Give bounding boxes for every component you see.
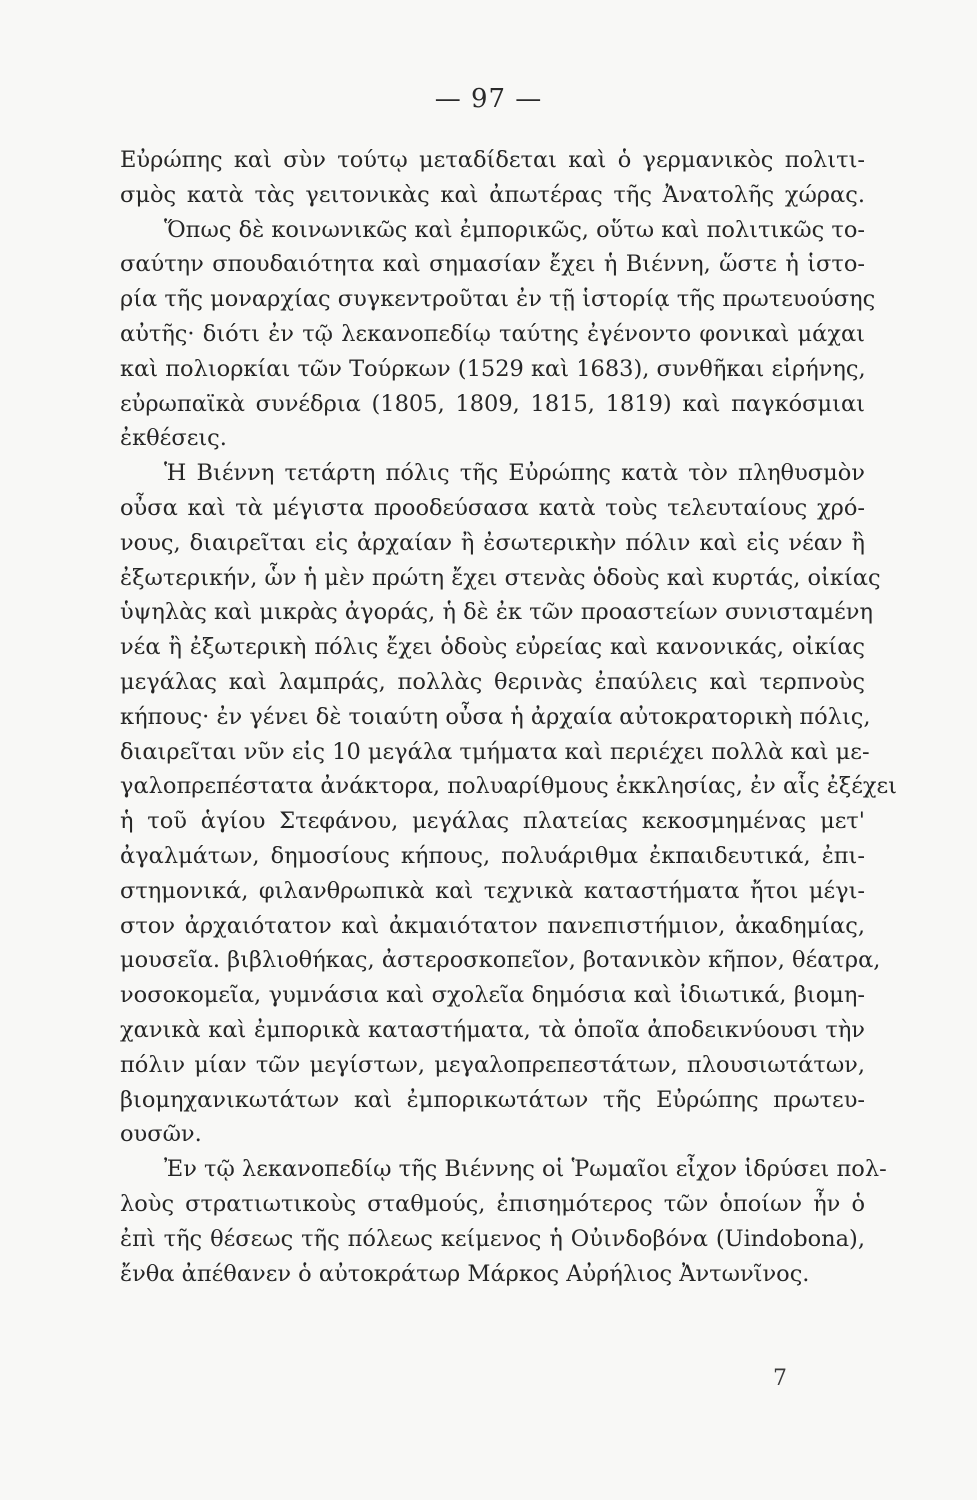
text-line: πόλιν μίαν τῶν μεγίστων, μεγαλοπρεπεστάτων, πλουσιωτάτων, [120,1051,865,1078]
text-line: ἐκθέσεις. [120,425,227,452]
text-line: οὖσα καὶ τὰ μέγιστα προοδεύσασα κατὰ τοὺς τελευταίους χρό- [120,494,865,521]
text-line: Ἐν τῷ λεκανοπεδίῳ τῆς Βιέννης οἱ Ῥωμαῖοι εἶχον ἱδρύσει πολ- [164,1156,887,1183]
text-line: γαλοπρεπέστατα ἀνάκτορα, πολυαρίθμους ἐκκλησίας, ἐν αἷς ἐξέχει [120,773,897,800]
text-line: μεγάλας καὶ λαμπράς, πολλὰς θερινὰς ἐπαύλεις καὶ τερπνοὺς [120,668,865,695]
text-line: διαιρεῖται νῦν εἰς 10 μεγάλα τμήματα καὶ περιέχει πολλὰ καὶ με- [120,738,870,765]
text-line: αὐτῆς· διότι ἐν τῷ λεκανοπεδίῳ ταύτης ἐγένοντο φονικαὶ μάχαι [120,320,865,347]
text-line: Ἡ Βιέννη τετάρτη πόλις τῆς Εὐρώπης κατὰ τὸν πληθυσμὸν [164,460,865,487]
text-line: Ὅπως δὲ κοινωνικῶς καὶ ἐμπορικῶς, οὕτω καὶ πολιτικῶς το- [164,216,865,243]
text-line: ρία τῆς μοναρχίας συγκεντροῦται ἐν τῇ ἱστορίᾳ τῆς πρωτευούσης [120,286,876,313]
text-line: βιομηχανικωτάτων καὶ ἐμπορικωτάτων τῆς Εὐρώπης πρωτευ- [120,1086,865,1113]
text-line: στημονικά, φιλανθρωπικὰ καὶ τεχνικὰ καταστήματα ἤτοι μέγι- [120,877,865,904]
text-line: ἡ τοῦ ἁγίου Στεφάνου, μεγάλας πλατείας κεκοσμημένας μετ' [120,808,865,835]
text-line: ουσῶν. [120,1121,202,1148]
text-line: ἔνθα ἀπέθανεν ὁ αὐτοκράτωρ Μάρκος Αὐρήλιος Ἀντωνῖνος. [120,1260,810,1287]
text-line: στον ἀρχαιότατον καὶ ἀκμαιότατον πανεπιστήμιον, ἀκαδημίας, [120,912,865,939]
body-text [120,143,897,1291]
text-line: κήπους· ἐν γένει δὲ τοιαύτη οὖσα ἡ ἀρχαία αὐτοκρατορικὴ πόλις, [120,703,871,730]
text-line: μουσεῖα. βιβλιοθήκας, ἀστεροσκοπεῖον, βοτανικὸν κῆπον, θέατρα, [120,947,881,974]
text-line: λοὺς στρατιωτικοὺς σταθμούς, ἐπισημότερος τῶν ὁποίων ἦν ὁ [120,1190,865,1217]
text-line: Εὐρώπης καὶ σὺν τούτῳ μεταδίδεται καὶ ὁ γερμανικὸς πολιτι- [120,147,865,173]
text-line: ἐπὶ τῆς θέσεως τῆς πόλεως κείμενος ἡ Οὐινδοβόνα (Uindobona), [120,1225,865,1252]
text-line: καὶ πολιορκίαι τῶν Τούρκων (1529 καὶ 1683), συνθῆκαι εἰρήνης, [120,355,866,382]
text-line: ἐξωτερικήν, ὧν ἡ μὲν πρώτη ἔχει στενὰς ὁδοὺς καὶ κυρτάς, οἰκίας [120,564,881,591]
text-line: νοσοκομεῖα, γυμνάσια καὶ σχολεῖα δημόσια καὶ ἰδιωτικά, βιομη- [120,982,865,1009]
text-line: σαύτην σπουδαιότητα καὶ σημασίαν ἔχει ἡ Βιέννη, ὥστε ἡ ἱστο- [120,251,865,278]
text-line: εὐρωπαϊκὰ συνέδρια (1805, 1809, 1815, 1819) καὶ παγκόσμιαι [120,390,865,417]
text-line: ὑψηλὰς καὶ μικρὰς ἀγοράς, ἡ δὲ ἐκ τῶν προαστείων συνισταμένη [120,599,873,626]
page-number: — 97 — [434,84,543,114]
text-line: ἀγαλμάτων, δημοσίους κήπους, πολυάριθμα ἐκπαιδευτικά, ἐπι- [120,842,865,869]
text-line: νέα ἢ ἐξωτερικὴ πόλις ἔχει ὁδοὺς εὐρείας καὶ κανονικάς, οἰκίας [120,634,865,661]
text-line: σμὸς κατὰ τὰς γειτονικὰς καὶ ἀπωτέρας τῆς Ἀνατολῆς χώρας. [120,181,865,208]
text-line: νους, διαιρεῖται εἰς ἀρχαίαν ἢ ἐσωτερικὴν πόλιν καὶ εἰς νέαν ἢ [120,529,865,556]
text-line: χανικὰ καὶ ἐμπορικὰ καταστήματα, τὰ ὁποῖα ἀποδεικνύουσι τὴν [120,1016,865,1043]
signature-mark: 7 [773,1366,787,1391]
